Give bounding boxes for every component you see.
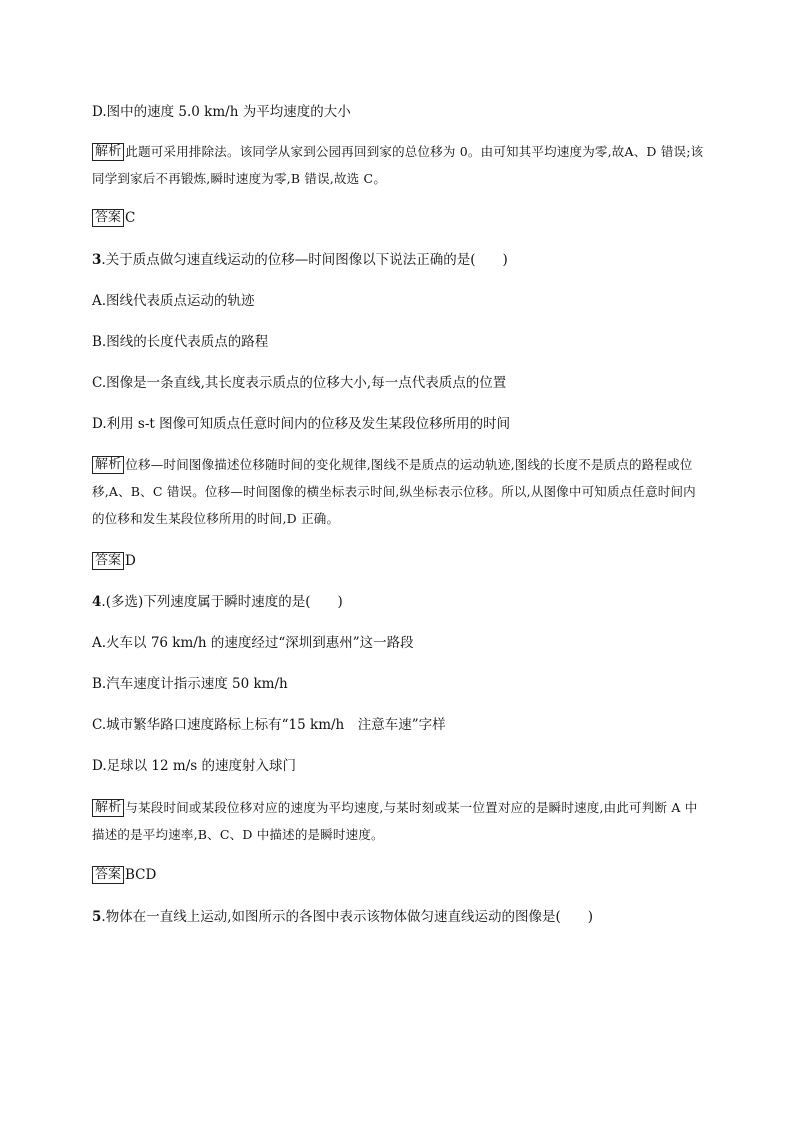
q3-option-a: A.图线代表质点运动的轨迹 bbox=[92, 293, 255, 309]
q4-explanation-text: 与某段时间或某段位移对应的速度为平均速度,与某时刻或某一位置对应的是瞬时速度,由此可判断 A 中描述的是平均速率,B、C、D 中描述的是瞬时速度。 bbox=[92, 800, 698, 842]
q5-stem-text: .物体在一直线上运动,如图所示的各图中表示该物体做匀速直线运动的图像是( ) bbox=[101, 909, 594, 925]
q4-option-d: D.足球以 12 m/s 的速度射入球门 bbox=[92, 758, 296, 774]
explanation-tag: 解析 bbox=[92, 143, 124, 161]
q4-stem-text: .(多选)下列速度属于瞬时速度的是( ) bbox=[101, 594, 343, 610]
q3-option-b: B.图线的长度代表质点的路程 bbox=[92, 334, 269, 350]
q3-explanation bbox=[92, 451, 704, 532]
q3-number: 3 bbox=[92, 252, 102, 268]
explanation-tag: 解析 bbox=[92, 799, 124, 817]
q3-stem bbox=[92, 250, 508, 270]
q3-option-c: C.图像是一条直线,其长度表示质点的位移大小,每一点代表质点的位置 bbox=[92, 375, 507, 391]
q4-explanation bbox=[92, 794, 704, 848]
q3-answer-value: D bbox=[125, 553, 136, 569]
q3-answer bbox=[92, 551, 136, 571]
answer-tag: 答案 bbox=[92, 552, 124, 570]
q2-answer-value: C bbox=[125, 210, 136, 226]
answer-tag: 答案 bbox=[92, 209, 124, 227]
q2-option-d: D.图中的速度 5.0 km/h 为平均速度的大小 bbox=[92, 104, 351, 120]
q2-answer bbox=[92, 208, 135, 228]
q4-number: 4 bbox=[92, 594, 102, 610]
q3-stem-text: .关于质点做匀速直线运动的位移—时间图像以下说法正确的是( ) bbox=[101, 252, 508, 268]
q4-stem bbox=[92, 592, 343, 612]
q5-number: 5 bbox=[92, 909, 102, 925]
q4-answer-value: BCD bbox=[125, 867, 157, 883]
q4-option-c: C.城市繁华路口速度路标上标有“15 km/h 注意车速”字样 bbox=[92, 717, 446, 733]
q5-stem bbox=[92, 907, 593, 927]
answer-tag: 答案 bbox=[92, 866, 124, 884]
q4-option-b: B.汽车速度计指示速度 50 km/h bbox=[92, 676, 288, 692]
q3-explanation-text: 位移—时间图像描述位移随时间的变化规律,图线不是质点的运动轨迹,图线的长度不是质点的路程或位移,A、B、C 错误。位移—时间图像的横坐标表示时间,纵坐标表示位移。所以,从图像中可知质点任意时间内的位移和发生某段位移所用的时间,D 正确。 bbox=[92, 457, 696, 526]
q4-answer bbox=[92, 865, 156, 885]
q4-option-a: A.火车以 76 km/h 的速度经过“深圳到惠州”这一路段 bbox=[92, 635, 414, 651]
q2-explanation bbox=[92, 138, 704, 192]
explanation-tag: 解析 bbox=[92, 456, 124, 474]
q2-explanation-text: 此题可采用排除法。该同学从家到公园再回到家的总位移为 0。由可知其平均速度为零,故A、D 错误;该同学到家后不再锻炼,瞬时速度为零,B 错误,故选 C。 bbox=[92, 144, 704, 186]
q3-option-d: D.利用 s-t 图像可知质点任意时间内的位移及发生某段位移所用的时间 bbox=[92, 416, 511, 432]
